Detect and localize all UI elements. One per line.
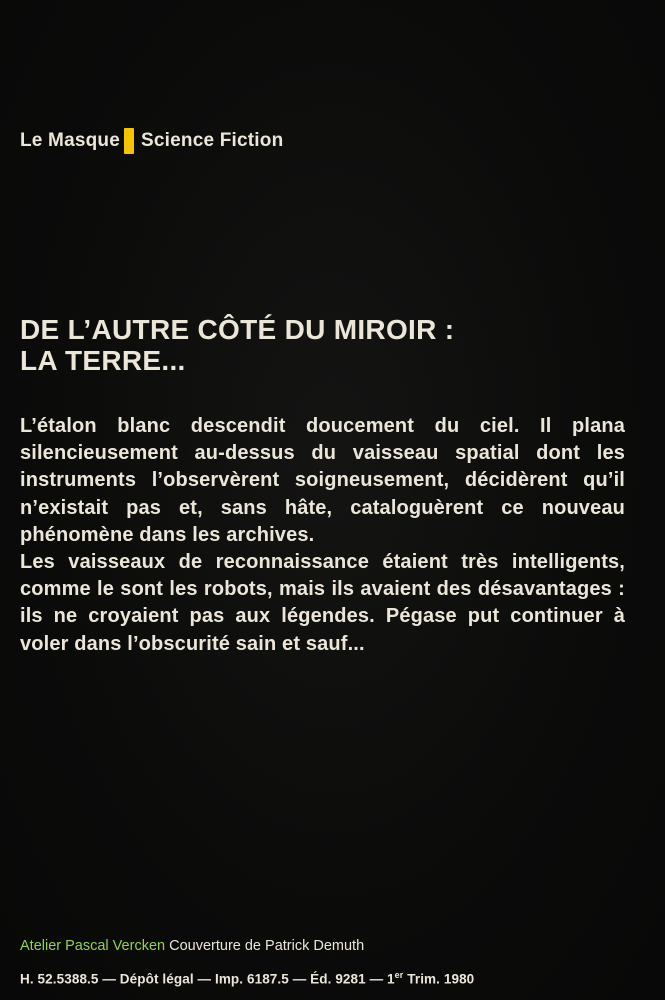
studio-credit: Atelier Pascal Vercken	[20, 938, 166, 954]
blurb-paragraph-2: Les vaisseaux de reconnaissance étaient très intelligents, comme le sont les robots, mais ils avaient des désavantages : ils ne croyaient pas aux légendes. Pégase put continuer à voler dans l’obscurité sain et sauf...	[20, 551, 625, 655]
series-label	[20, 128, 283, 154]
headline-line-2: LA TERRE...	[20, 345, 186, 376]
credits	[20, 938, 364, 954]
legal-line	[20, 970, 474, 987]
legal-text-start: H. 52.5388.5 — Dépôt légal — Imp. 6187.5 — Éd. 9281 — 1	[20, 971, 395, 987]
cover-credit: Couverture de Patrick Demuth	[169, 938, 365, 954]
series-name-right: Science Fiction	[141, 130, 284, 151]
blurb-paragraph-1: L’étalon blanc descendit doucement du ciel. Il plana silencieusement au-dessus du vaisseau spatial dont les instruments l’observèrent soigneusement, décidèrent qu’il n’existait pas et, sans hâte, cataloguèrent ce nouveau phénomène dans les archives.	[20, 415, 625, 546]
headline	[20, 314, 454, 376]
headline-line-1: DE L’AUTRE CÔTÉ DU MIROIR :	[20, 314, 455, 345]
legal-text-end: Trim. 1980	[403, 971, 475, 987]
blurb	[20, 413, 625, 658]
series-name-left: Le Masque	[20, 130, 120, 151]
legal-superscript: er	[394, 970, 404, 980]
series-divider-bar	[124, 128, 134, 154]
